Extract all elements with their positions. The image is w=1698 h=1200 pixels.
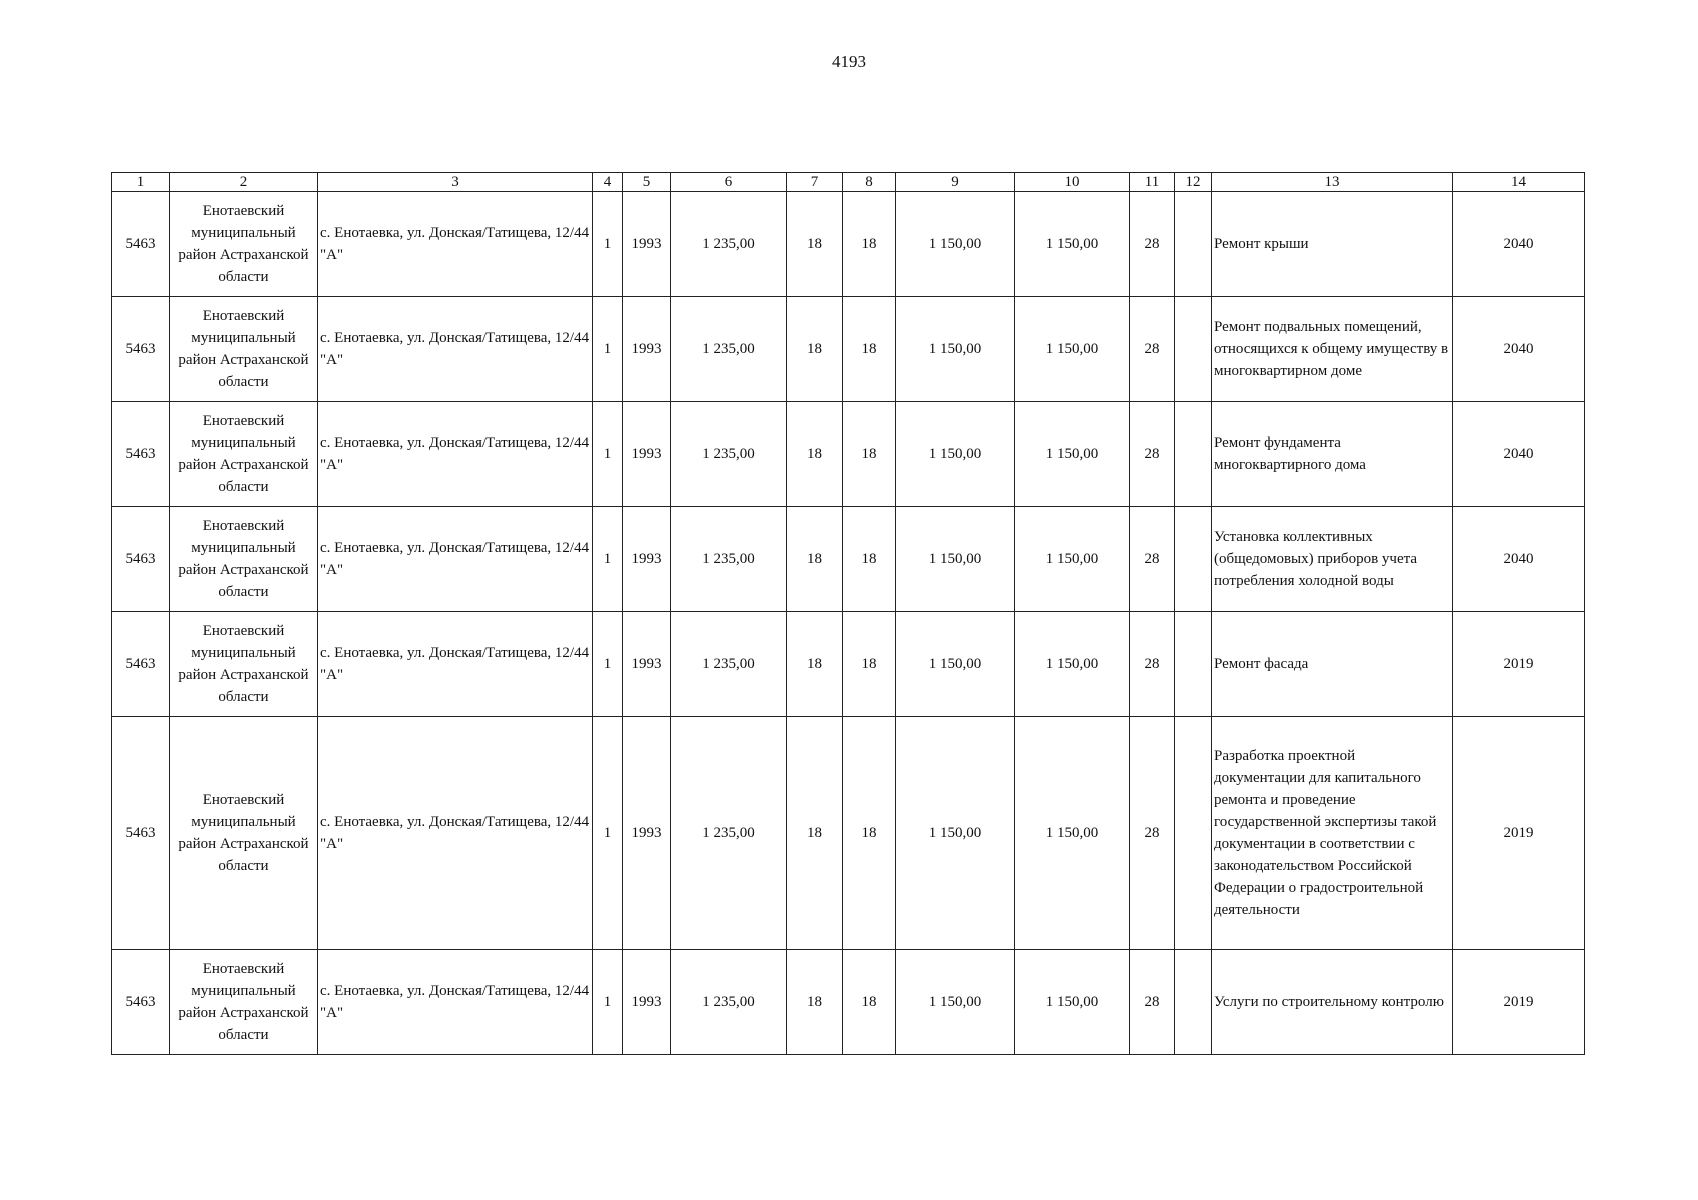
column-header: 2 — [170, 173, 318, 192]
cell-col8: 18 — [843, 402, 896, 507]
cell-col6: 1 235,00 — [671, 297, 787, 402]
table-row — [112, 612, 1585, 717]
cell-col8: 18 — [843, 717, 896, 950]
cell-col7: 18 — [787, 717, 843, 950]
cell-col9: 1 150,00 — [896, 950, 1015, 1055]
column-number-row — [112, 173, 1585, 192]
cell-col10: 1 150,00 — [1015, 717, 1130, 950]
cell-col9: 1 150,00 — [896, 612, 1015, 717]
column-header: 4 — [593, 173, 623, 192]
cell-id: 5463 — [112, 192, 170, 297]
cell-address: с. Енотаевка, ул. Донская/Татищева, 12/44 "А" — [318, 297, 593, 402]
cell-address: с. Енотаевка, ул. Донская/Татищева, 12/44 "А" — [318, 402, 593, 507]
cell-id: 5463 — [112, 612, 170, 717]
column-header: 12 — [1175, 173, 1212, 192]
cell-col9: 1 150,00 — [896, 297, 1015, 402]
column-header: 10 — [1015, 173, 1130, 192]
cell-year: 1993 — [623, 950, 671, 1055]
column-header: 5 — [623, 173, 671, 192]
column-header: 14 — [1453, 173, 1585, 192]
cell-col4: 1 — [593, 297, 623, 402]
cell-municipality: Енотаевский муниципальный район Астраханской области — [170, 612, 318, 717]
cell-col6: 1 235,00 — [671, 717, 787, 950]
cell-year: 1993 — [623, 192, 671, 297]
cell-col11: 28 — [1130, 297, 1175, 402]
cell-id: 5463 — [112, 950, 170, 1055]
cell-col7: 18 — [787, 507, 843, 612]
cell-col10: 1 150,00 — [1015, 297, 1130, 402]
cell-col7: 18 — [787, 402, 843, 507]
table-row — [112, 507, 1585, 612]
cell-col11: 28 — [1130, 507, 1175, 612]
cell-address: с. Енотаевка, ул. Донская/Татищева, 12/44 "А" — [318, 507, 593, 612]
cell-planned-year: 2019 — [1453, 950, 1585, 1055]
column-header: 6 — [671, 173, 787, 192]
cell-col10: 1 150,00 — [1015, 950, 1130, 1055]
cell-address: с. Енотаевка, ул. Донская/Татищева, 12/44 "А" — [318, 717, 593, 950]
cell-col7: 18 — [787, 612, 843, 717]
cell-year: 1993 — [623, 717, 671, 950]
cell-municipality: Енотаевский муниципальный район Астраханской области — [170, 717, 318, 950]
cell-year: 1993 — [623, 297, 671, 402]
cell-col11: 28 — [1130, 192, 1175, 297]
cell-col6: 1 235,00 — [671, 950, 787, 1055]
cell-col10: 1 150,00 — [1015, 402, 1130, 507]
cell-col9: 1 150,00 — [896, 192, 1015, 297]
cell-id: 5463 — [112, 507, 170, 612]
cell-work-type: Ремонт фасада — [1212, 612, 1453, 717]
cell-col7: 18 — [787, 297, 843, 402]
cell-col10: 1 150,00 — [1015, 612, 1130, 717]
table-row — [112, 717, 1585, 950]
table-row — [112, 297, 1585, 402]
cell-col11: 28 — [1130, 612, 1175, 717]
cell-work-type: Ремонт крыши — [1212, 192, 1453, 297]
column-header: 9 — [896, 173, 1015, 192]
cell-municipality: Енотаевский муниципальный район Астраханской области — [170, 402, 318, 507]
cell-col7: 18 — [787, 950, 843, 1055]
cell-col12 — [1175, 402, 1212, 507]
page-number: 4193 — [832, 52, 866, 71]
cell-year: 1993 — [623, 507, 671, 612]
cell-col12 — [1175, 950, 1212, 1055]
cell-col4: 1 — [593, 402, 623, 507]
cell-work-type: Услуги по строительному контролю — [1212, 950, 1453, 1055]
cell-col11: 28 — [1130, 717, 1175, 950]
cell-year: 1993 — [623, 402, 671, 507]
cell-col4: 1 — [593, 507, 623, 612]
cell-work-type: Установка коллективных (общедомовых) приборов учета потребления холодной воды — [1212, 507, 1453, 612]
cell-planned-year: 2040 — [1453, 192, 1585, 297]
cell-col10: 1 150,00 — [1015, 192, 1130, 297]
capital-repair-table — [111, 172, 1585, 1055]
column-header: 13 — [1212, 173, 1453, 192]
cell-col12 — [1175, 717, 1212, 950]
cell-municipality: Енотаевский муниципальный район Астраханской области — [170, 507, 318, 612]
cell-col9: 1 150,00 — [896, 402, 1015, 507]
cell-col7: 18 — [787, 192, 843, 297]
cell-col8: 18 — [843, 612, 896, 717]
cell-col6: 1 235,00 — [671, 192, 787, 297]
cell-municipality: Енотаевский муниципальный район Астраханской области — [170, 192, 318, 297]
cell-col8: 18 — [843, 950, 896, 1055]
cell-col4: 1 — [593, 612, 623, 717]
cell-col4: 1 — [593, 192, 623, 297]
cell-address: с. Енотаевка, ул. Донская/Татищева, 12/44 "А" — [318, 950, 593, 1055]
cell-planned-year: 2019 — [1453, 717, 1585, 950]
cell-planned-year: 2040 — [1453, 402, 1585, 507]
cell-col9: 1 150,00 — [896, 717, 1015, 950]
cell-col4: 1 — [593, 717, 623, 950]
cell-municipality: Енотаевский муниципальный район Астраханской области — [170, 950, 318, 1055]
column-header: 1 — [112, 173, 170, 192]
cell-work-type: Разработка проектной документации для капитального ремонта и проведение государственной экспертизы такой документации в соответствии с законодательством Российской Федерации о градостроительной деятельности — [1212, 717, 1453, 950]
cell-col4: 1 — [593, 950, 623, 1055]
column-header: 8 — [843, 173, 896, 192]
cell-municipality: Енотаевский муниципальный район Астраханской области — [170, 297, 318, 402]
cell-col8: 18 — [843, 192, 896, 297]
cell-planned-year: 2019 — [1453, 612, 1585, 717]
cell-work-type: Ремонт подвальных помещений, относящихся к общему имуществу в многоквартирном доме — [1212, 297, 1453, 402]
cell-planned-year: 2040 — [1453, 507, 1585, 612]
cell-col10: 1 150,00 — [1015, 507, 1130, 612]
cell-address: с. Енотаевка, ул. Донская/Татищева, 12/44 "А" — [318, 612, 593, 717]
cell-col6: 1 235,00 — [671, 612, 787, 717]
cell-work-type: Ремонт фундамента многоквартирного дома — [1212, 402, 1453, 507]
column-header: 11 — [1130, 173, 1175, 192]
cell-col11: 28 — [1130, 402, 1175, 507]
table-row — [112, 950, 1585, 1055]
cell-col9: 1 150,00 — [896, 507, 1015, 612]
cell-col8: 18 — [843, 297, 896, 402]
table-row — [112, 192, 1585, 297]
cell-col8: 18 — [843, 507, 896, 612]
cell-id: 5463 — [112, 297, 170, 402]
cell-col12 — [1175, 297, 1212, 402]
cell-address: с. Енотаевка, ул. Донская/Татищева, 12/44 "А" — [318, 192, 593, 297]
table-row — [112, 402, 1585, 507]
cell-col11: 28 — [1130, 950, 1175, 1055]
cell-col12 — [1175, 192, 1212, 297]
cell-col12 — [1175, 612, 1212, 717]
cell-planned-year: 2040 — [1453, 297, 1585, 402]
column-header: 7 — [787, 173, 843, 192]
cell-id: 5463 — [112, 402, 170, 507]
cell-col6: 1 235,00 — [671, 402, 787, 507]
cell-year: 1993 — [623, 612, 671, 717]
cell-col6: 1 235,00 — [671, 507, 787, 612]
cell-col12 — [1175, 507, 1212, 612]
cell-id: 5463 — [112, 717, 170, 950]
column-header: 3 — [318, 173, 593, 192]
